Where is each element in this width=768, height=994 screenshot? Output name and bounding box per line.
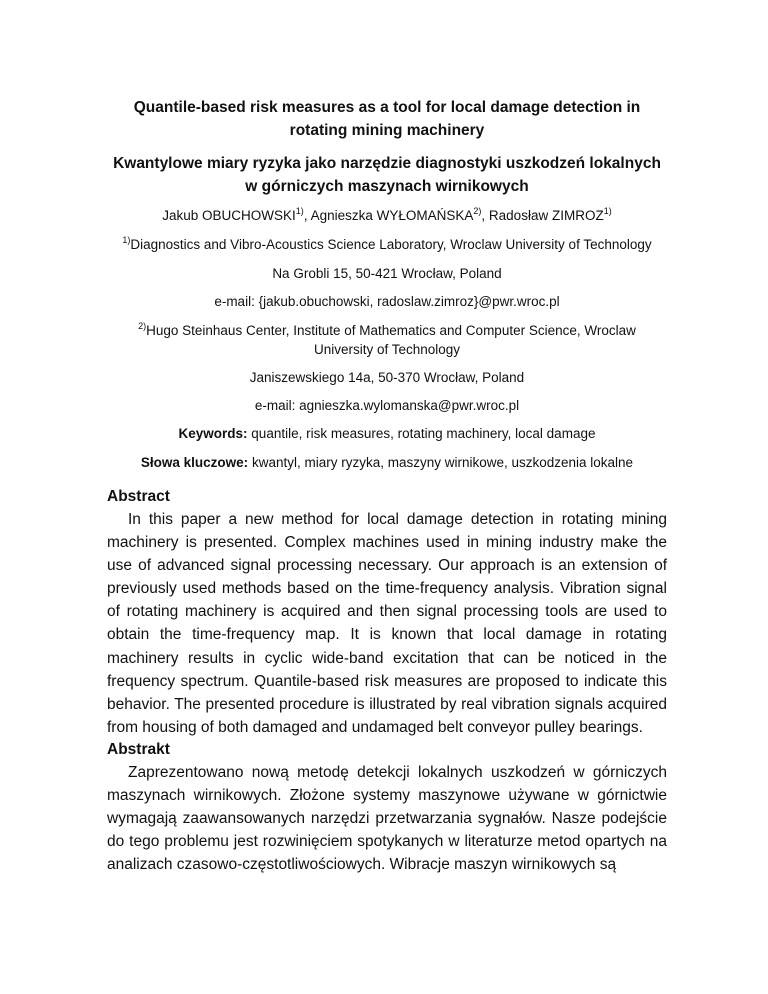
affiliation bbox=[107, 235, 667, 254]
affiliation-name: Diagnostics and Vibro-Acoustics Science Laboratory, Wroclaw University of Technology bbox=[130, 237, 652, 252]
title-block bbox=[107, 0, 667, 198]
keywords-polish-label: Słowa kluczowe: bbox=[140, 455, 249, 470]
abstrakt-heading: Abstrakt bbox=[107, 740, 170, 758]
author-name: Jakub OBUCHOWSKI bbox=[162, 208, 296, 223]
author-affiliation-marker: 1) bbox=[295, 206, 304, 216]
author-affiliation-marker: 1) bbox=[603, 206, 612, 216]
author-name: Radosław ZIMROZ bbox=[488, 208, 604, 223]
paper-title: Quantile-based risk measures as a tool for local damage detection in rotating mining machinery bbox=[133, 99, 641, 139]
abstrakt-text: Zaprezentowano nową metodę detekcji lokalnych uszkodzeń w górniczych maszynach wirnikowych. Złożone systemy maszynowe używane w górnictwie wymagają zaawansowanych narzędzi przetwarzania sygnałów. Nasze podejście do tego problemu jest rozwinięciem spotykanych w literaturze metod opartych na analizach czasowo-częstotliwościowych. Wibracje maszyn wirnikowych są bbox=[107, 763, 667, 874]
abstract-text: In this paper a new method for local damage detection in rotating mining machinery is presented. Complex machines used in mining industry make the use of advanced signal processing necessary. Our approach is an extension of previously used methods based on the time-frequency analysis. Vibration signal of rotating machinery is acquired and then signal processing tools are used to obtain the time-frequency map. It is known that local damage in rotating machinery results in cyclic wide-band excitation that can be noticed in the frequency spectrum. Quantile-based risk measures are proposed to indicate this behavior. The presented procedure is illustrated by real vibration signals acquired from housing of both damaged and undamaged belt conveyor pulley bearings. bbox=[107, 511, 667, 736]
keywords bbox=[107, 424, 667, 443]
author-name: Agnieszka WYŁOMAŃSKA bbox=[310, 208, 474, 223]
author-list: Jakub OBUCHOWSKI$^{1)}$, Agnieszka WYŁOMAŃSKA$^{2)}$, Radosław ZIMROZ$^{1)}$ bbox=[162, 206, 612, 223]
author-affiliation-marker: 2) bbox=[473, 206, 482, 216]
abstract-heading: Abstract bbox=[107, 488, 170, 505]
affiliation-marker: 2) bbox=[138, 321, 147, 331]
keywords-text: quantile, risk measures, rotating machinery, local damage bbox=[247, 426, 596, 441]
affiliation-marker: 1) bbox=[122, 235, 131, 245]
keywords-polish bbox=[107, 453, 667, 472]
keywords-polish-text: kwantyl, miary ryzyka, maszyny wirnikowe, uszkodzenia lokalne bbox=[248, 455, 634, 470]
affiliation-name: Hugo Steinhaus Center, Institute of Mathematics and Computer Science, Wroclaw University of Technology bbox=[146, 323, 636, 357]
affiliation-address: Na Grobli 15, 50-421 Wrocław, Poland bbox=[272, 266, 502, 281]
affiliation-email: e-mail: agnieszka.wylomanska@pwr.wroc.pl bbox=[254, 398, 520, 413]
affiliation bbox=[107, 321, 667, 359]
paper-title-polish: Kwantylowe miary ryzyka jako narzędzie diagnostyki uszkodzeń lokalnych w górniczych maszynach wirnikowych bbox=[113, 155, 661, 195]
keywords-label: Keywords: bbox=[178, 426, 248, 441]
affiliation-email: e-mail: {jakub.obuchowski, radoslaw.zimroz}@pwr.wroc.pl bbox=[214, 294, 560, 309]
affiliation-address: Janiszewskiego 14a, 50-370 Wrocław, Poland bbox=[249, 370, 525, 385]
